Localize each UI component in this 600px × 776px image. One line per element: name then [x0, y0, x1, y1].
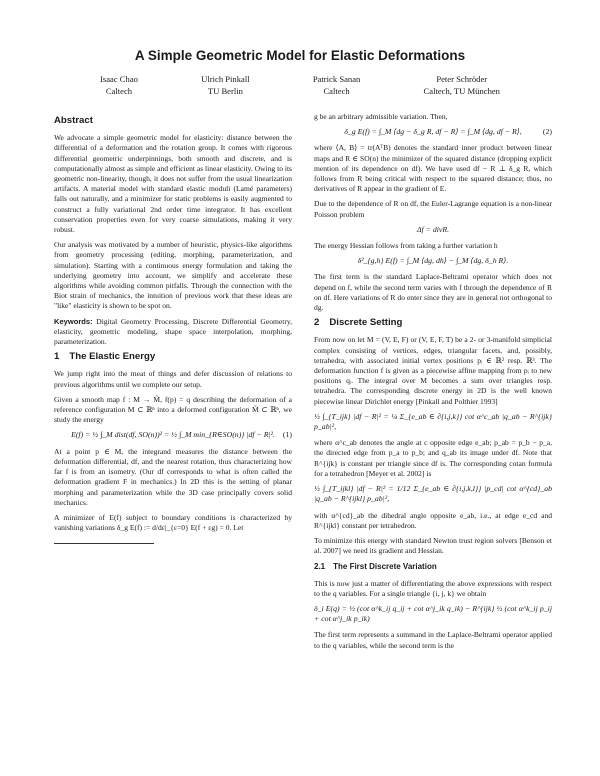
keywords	[54, 317, 292, 348]
equation-body: ½ ∫_{T_ijkl} |df − R|² = 1/12 Σ_{e_ab ∈ ∂{i,j,k,l}} |p_cd| cot α^{cd}_ab |q_ab − R^{ijkl} p_ab|²,	[314, 484, 552, 504]
author-name: Ulrich Pinkall	[201, 74, 250, 84]
body-paragraph: The first term is the standard Laplace-Beltrami operator which does not depend on f, while the second term varies with f through the dependence of R on df. Here variations of R do enter since they are in general not orthogonal to dg.	[314, 272, 552, 313]
equation	[314, 604, 552, 624]
author-name: Peter Schröder	[436, 74, 488, 84]
keywords-label: Keywords:	[54, 316, 93, 326]
subsection-number: 2.1	[314, 562, 326, 572]
subsection-heading	[314, 562, 552, 572]
equation	[314, 256, 552, 266]
body-paragraph: The energy Hessian follows from taking a further variation h	[314, 241, 498, 251]
section-heading	[314, 318, 552, 328]
body-paragraph: A minimizer of E(f) subject to boundary conditions is characterized by vanishing variations δ_g E(f) := d/dε|_{ε=0} E(f + εg) = 0. Let	[54, 512, 292, 533]
author-block	[424, 74, 500, 97]
section-number: 1	[54, 351, 60, 363]
equation	[314, 127, 552, 137]
body-paragraph: where α^c_ab denotes the angle at c opposite edge e_ab; p_ab = p_b − p_a, the directed edge from p_a to p_b; and q_ab its image under df. Note that R^{ijk} is constant per triangle since df is. The corresponding cotan formula for a tetrahedron [Meyer et al. 2002] is	[314, 438, 552, 478]
equation-body: E(f) = ½ ∫_M dist(df, SO(n))² = ½ ∫_M min_{R∈SO(n)} |df − R|².	[71, 430, 275, 440]
equation	[314, 484, 552, 504]
author-affiliation: TU Berlin	[207, 85, 243, 96]
left-column	[54, 112, 292, 544]
author-list	[100, 74, 500, 97]
author-block	[100, 74, 138, 97]
body-paragraph: At a point p ∈ M, the integrand measures the distance between the deformation differential, df, and the nearest rotation, thus characterizing how far f is from an isometry. (Our df corresponds to what is often called the deformation gradient F in mechanics.) In 2D this is the setting of planar morphing and parameterization while the 3D case principally covers solid mechanics.	[54, 446, 292, 507]
equation-body: δ_g E(f) = ∫_M ⟨dg − δ_g R, df − R⟩ = ∫_M ⟨dg, df − R⟩,	[344, 127, 522, 137]
equation	[54, 430, 292, 440]
author-affiliation: Caltech, TU München	[423, 85, 500, 96]
body-paragraph: We jump right into the meat of things and defer discussion of relations to previous algorithms until we complete our setup.	[54, 369, 292, 389]
author-block	[201, 74, 249, 97]
equation-body: δ_i E(q) = ½ (cot α^k_ij q_ij + cot α^j_ik q_ik) − R^{ijk} ½ (cot α^k_ij p_ij + cot α^j_ik p_ik)	[314, 603, 552, 624]
equation-body: δ²_{g,h} E(f) = ∫_M ⟨dg, dh⟩ − ∫_M ⟨dg, δ_h R⟩.	[357, 256, 509, 266]
equation-body: Δf = divR.	[416, 224, 450, 234]
author-affiliation: Caltech	[323, 85, 350, 96]
section-number: 2	[314, 317, 320, 329]
equation-body: ½ ∫_{T_ijk} |df − R|² = ¼ Σ_{e_ab ∈ ∂{i,j,k}} cot α^c_ab |q_ab − R^{ijk} p_ab|²,	[314, 411, 552, 432]
section-title: Discrete Setting	[329, 317, 403, 329]
keywords-text: Digital Geometry Processing, Discrete Differential Geometry, elasticity, geometric modeling, shape space interpolation, morphing, parameterization.	[54, 316, 293, 347]
body-paragraph: The first term represents a summand in the Laplace-Beltrami operator applied to the q variables, while the second term is the	[314, 630, 552, 650]
author-name: Isaac Chao	[100, 74, 138, 84]
abstract-paragraph: We advocate a simple geometric model for elasticity: distance between the differential of a deformation and the rotation group. It comes with rigorous differential geometric underpinnings, both smooth and discrete, and is computationally almost as simple and efficient as linear elasticity. Owing to its geometric non-linearity, though, it does not suffer from the usual linearization artifacts. A material model with standard elastic moduli (Lamé parameters) falls out naturally, and a minimizer for static problems is easily augmented to construct a fully variational 2nd order time integrator. It has excellent conservation properties even for very coarse simulations, making it very robust.	[54, 133, 292, 235]
footnote-rule	[54, 543, 154, 544]
equation	[314, 412, 552, 432]
body-paragraph: This is now just a matter of differentiating the above expressions with respect to the q variables. For a single triangle {i, j, k} we obtain	[314, 578, 552, 598]
body-paragraph: with α^{cd}_ab the dihedral angle opposite e_ab, i.e., at edge e_cd and R^{ijkl} constant per tetrahedron.	[314, 510, 552, 530]
author-block	[313, 74, 361, 97]
author-name: Patrick Sanan	[312, 74, 361, 84]
subsection-title: The First Discrete Variation	[333, 562, 437, 572]
equation-number: (2)	[542, 127, 552, 137]
section-heading	[54, 352, 292, 362]
author-affiliation: Caltech	[105, 85, 133, 96]
section-title: The Elastic Energy	[69, 351, 156, 363]
abstract-heading: Abstract	[54, 115, 93, 126]
abstract-paragraph: Our analysis was motivated by a number of heuristic, physics-like algorithms from geometry processing (editing, morphing, parameterization, and simulation). Starting with a continuous energy formulation and taking the underlying geometry into account, we simplify and accelerate these algorithms while avoiding common pitfalls. Through the connection with the Biot strain of mechanics, the intuition of previous work that these ideas are "like" elasticity is shown to be spot on.	[54, 240, 292, 311]
body-paragraph: g be an arbitrary admissible variation. Then,	[314, 112, 448, 121]
body-paragraph: Given a smooth map f : M → M̃, f(p) = q describing the deformation of a reference configuration M ⊂ ℝⁿ into a deformed configuration M̃ ⊂ ℝⁿ, we study the energy	[54, 394, 292, 425]
right-column	[314, 112, 552, 656]
equation-number: (1)	[282, 430, 292, 440]
body-paragraph: where ⟨A, B⟩ = tr(AᵀB) denotes the standard inner product between linear maps and R ∈ SO(n) the minimizer of the squared distance (dropping explicit mention of its dependence on df). We have used df − R ⊥ δ_g R, which follows from R being critical with respect to the squared distance; thus, no derivatives of R appear in the gradient of E.	[314, 143, 552, 194]
paper-title: A Simple Geometric Model for Elastic Deformations	[134, 48, 466, 63]
body-paragraph: To minimize this energy with standard Newton trust region solvers [Benson et al. 2007] we need its gradient and Hessian.	[314, 535, 552, 556]
equation	[314, 225, 552, 235]
body-paragraph: From now on let M = (V, E, F) or (V, E, F, T) be a 2- or 3-manifold simplicial complex consisting of vertices, edges, triangular facets, and, possibly, tetrahedra, with associated initial vertex positions pᵢ ∈ ℝ² resp. ℝ³. The deformation function f is given as a piecewise affine mapping from pᵢ to new positions qᵢ. The integral over M becomes a sum over triangles resp. tetrahedra. The corresponding discrete energy in 2D is the well known piecewise linear Dirichlet energy [Pinkall and Polthier 1993]	[314, 335, 552, 406]
body-paragraph: Due to the dependence of R on df, the Euler-Lagrange equation is a non-linear Poisson problem	[314, 199, 552, 219]
